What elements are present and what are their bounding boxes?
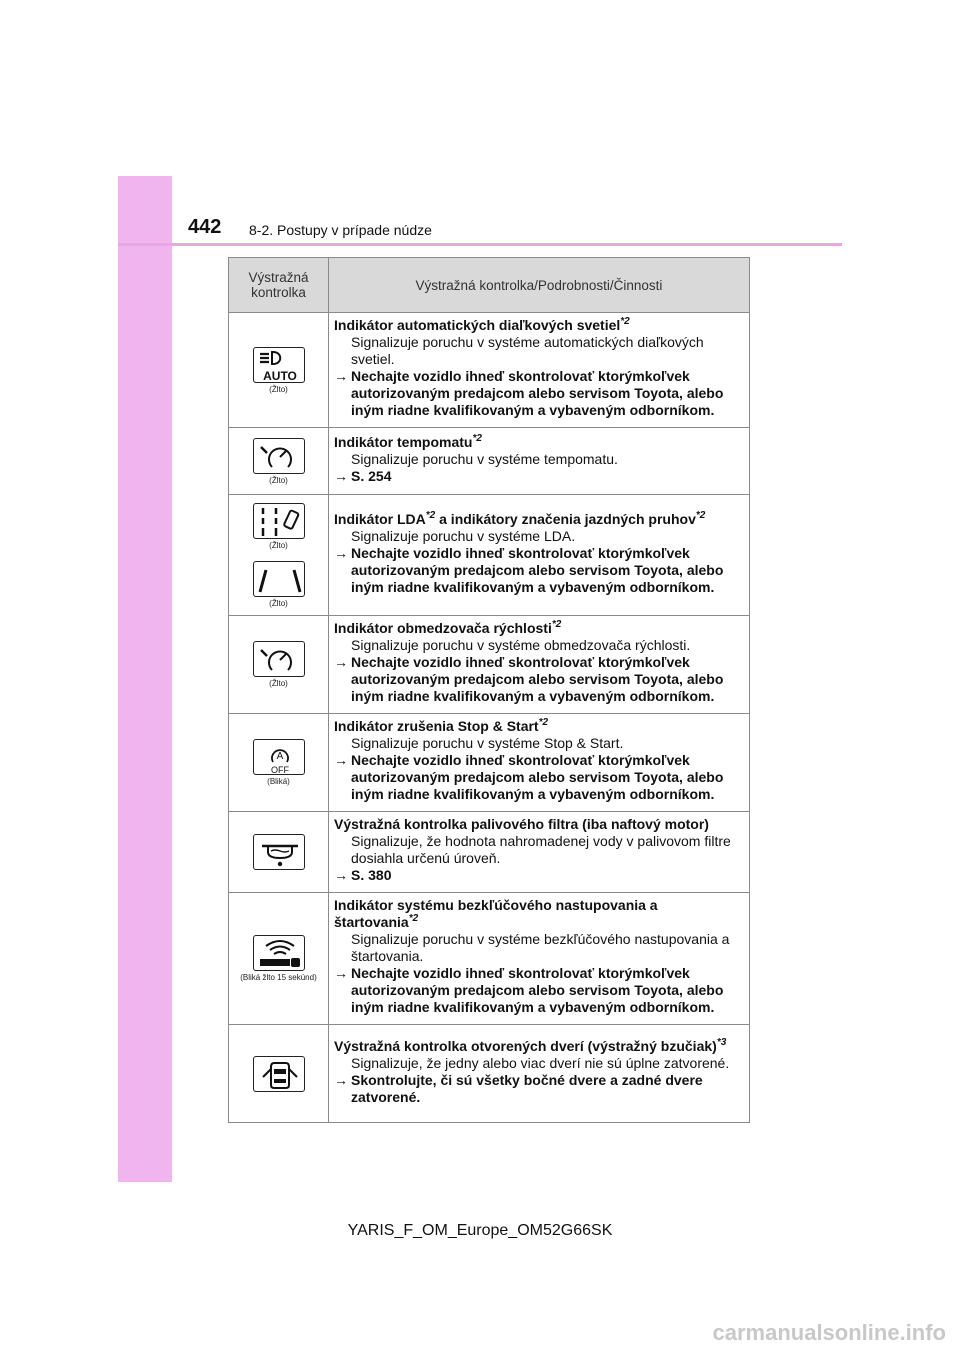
lane-marking-icon xyxy=(253,561,305,597)
indicator-cell xyxy=(229,714,329,812)
description-cell xyxy=(329,428,750,495)
indicator-title: Indikátor zrušenia Stop & Start xyxy=(334,718,539,734)
stop-start-off-icon xyxy=(253,739,305,775)
table-row xyxy=(229,714,750,812)
footnote-mark: *2 xyxy=(472,432,482,444)
footnote-mark: *3 xyxy=(716,1036,727,1048)
indicator-detail: Signalizuje poruchu v systéme automatických diaľkových svetiel. xyxy=(351,334,704,367)
warning-lights-table xyxy=(228,257,750,1123)
table-header-row xyxy=(229,258,750,313)
section-title: 8-2. Postupy v prípade núdze xyxy=(249,222,432,238)
description-cell xyxy=(329,1025,750,1123)
description-cell xyxy=(329,495,750,616)
indicator-title: Indikátor LDA xyxy=(334,510,426,527)
lda-icon xyxy=(253,503,305,539)
table-row xyxy=(229,1025,750,1123)
indicator-title: Indikátor tempomatu xyxy=(334,433,473,450)
description-cell xyxy=(329,313,750,428)
indicator-cell xyxy=(229,313,329,428)
watermark: carmanualsonline.info xyxy=(712,1320,946,1345)
indicator-cell xyxy=(229,428,329,495)
indicator-title: Výstražná kontrolka otvorených dverí (výstražný bzučiak) xyxy=(334,1037,717,1054)
indicator-detail: Signalizuje poruchu v systéme obmedzovača rýchlosti. xyxy=(351,637,691,653)
indicator-cell xyxy=(229,1025,329,1123)
smart-key-icon xyxy=(253,935,305,971)
page-number: 442 xyxy=(188,216,222,238)
action-text: Nechajte vozidlo ihneď skontrolovať ktorýmkoľvek autorizovaným predajcom alebo servisom Toyota, alebo iným riadne kvalifikovaným a vybaveným odborníkom. xyxy=(351,544,724,595)
indicator-color-caption: (Žlto) xyxy=(269,679,288,688)
indicator-color-caption: (Žlto) xyxy=(269,598,288,608)
auto-icon-label: AUTO xyxy=(262,368,297,383)
arrow-icon: → xyxy=(334,1071,348,1088)
description-cell xyxy=(329,616,750,714)
footnote-mark: *2 xyxy=(538,717,549,728)
stop-start-icon-letter: A xyxy=(276,751,283,762)
indicator-title: Výstražná kontrolka palivového filtra (iba naftový motor) xyxy=(334,816,709,832)
table-row xyxy=(229,812,750,893)
indicator-detail: Signalizuje poruchu v systéme Stop & Start. xyxy=(351,735,624,751)
open-door-icon xyxy=(253,1056,305,1092)
indicator-detail: Signalizuje poruchu v systéme bezkľúčového nastupovania a štartovania. xyxy=(351,931,730,964)
stop-start-icon-off: OFF xyxy=(270,765,289,775)
arrow-icon: → xyxy=(334,467,348,484)
indicator-title: Indikátor automatických diaľkových svetiel xyxy=(334,317,621,333)
column-header-details: Výstražná kontrolka/Podrobnosti/Činnosti xyxy=(329,258,750,313)
side-color-band xyxy=(118,176,172,1182)
action-text: Nechajte vozidlo ihneď skontrolovať ktorýmkoľvek autorizovaným predajcom alebo servisom Toyota, alebo iným riadne kvalifikovaným a vybaveným odborníkom. xyxy=(351,752,724,802)
description-cell xyxy=(329,812,750,893)
footnote-mark: *2 xyxy=(551,619,562,630)
indicator-detail: Signalizuje, že jedny alebo viac dverí nie sú úplne zatvorené. xyxy=(351,1054,730,1071)
footnote-mark: *2 xyxy=(425,509,436,521)
indicator-color-caption: (Žlto) xyxy=(269,475,288,485)
arrow-icon: → xyxy=(334,867,348,883)
action-text: Nechajte vozidlo ihneď skontrolovať ktorýmkoľvek autorizovaným predajcom alebo servisom Toyota, alebo iným riadne kvalifikovaným a vybaveným odborníkom. xyxy=(351,965,724,1015)
description-cell xyxy=(329,893,750,1025)
indicator-cell xyxy=(229,812,329,893)
arrow-icon: → xyxy=(334,752,348,768)
indicator-detail: Signalizuje poruchu v systéme tempomatu. xyxy=(351,450,618,467)
arrow-icon: → xyxy=(334,544,348,561)
speed-limiter-icon xyxy=(253,641,305,677)
arrow-icon: → xyxy=(334,368,348,384)
action-text: Nechajte vozidlo ihneď skontrolovať ktorýmkoľvek autorizovaným predajcom alebo servisom Toyota, alebo iným riadne kvalifikovaným a vybaveným odborníkom. xyxy=(351,654,724,704)
cruise-control-icon xyxy=(253,438,305,474)
arrow-icon: → xyxy=(334,965,348,981)
page-reference: S. 380 xyxy=(351,867,392,883)
indicator-color-caption: (Bliká) xyxy=(267,777,290,786)
action-text: Nechajte vozidlo ihneď skontrolovať ktorýmkoľvek autorizovaným predajcom alebo servisom Toyota, alebo iným riadne kvalifikovaným a vybaveným odborníkom. xyxy=(351,368,724,418)
table-row xyxy=(229,616,750,714)
indicator-detail: Signalizuje poruchu v systéme LDA. xyxy=(351,527,576,544)
action-text: Skontrolujte, či sú všetky bočné dvere a zadné dvere zatvorené. xyxy=(351,1071,703,1105)
column-header-light: Výstražná kontrolka xyxy=(229,258,329,313)
indicator-color-caption: (Žlto) xyxy=(269,384,288,394)
table-row xyxy=(229,428,750,495)
indicator-cell xyxy=(229,893,329,1025)
indicator-cell xyxy=(229,616,329,714)
fuel-filter-icon xyxy=(253,834,305,870)
arrow-icon: → xyxy=(334,654,348,670)
indicator-cell xyxy=(229,495,329,616)
footnote-mark: *2 xyxy=(695,509,706,521)
footnote-mark: *2 xyxy=(620,316,630,327)
indicator-color-caption: (Bliká žlto 15 sekúnd) xyxy=(240,973,317,982)
auto-high-beam-icon xyxy=(253,347,305,383)
description-cell xyxy=(329,714,750,812)
indicator-detail: Signalizuje, že hodnota nahromadenej vody v palivovom filtre dosiahla určenú úroveň. xyxy=(351,833,731,866)
page-reference: S. 254 xyxy=(351,467,392,484)
indicator-title: Indikátor obmedzovača rýchlosti xyxy=(334,620,552,636)
table-row xyxy=(229,313,750,428)
indicator-title-continued: a indikátory značenia jazdných pruhov xyxy=(435,510,696,527)
table-row xyxy=(229,495,750,616)
document-code: YARIS_F_OM_Europe_OM52G66SK xyxy=(347,1222,613,1239)
table-row xyxy=(229,893,750,1025)
indicator-title: Indikátor systému bezkľúčového nastupovania a štartovania xyxy=(334,897,658,930)
footnote-mark: *2 xyxy=(408,913,419,924)
indicator-color-caption: (Žlto) xyxy=(269,540,288,550)
header-rule xyxy=(118,243,842,246)
